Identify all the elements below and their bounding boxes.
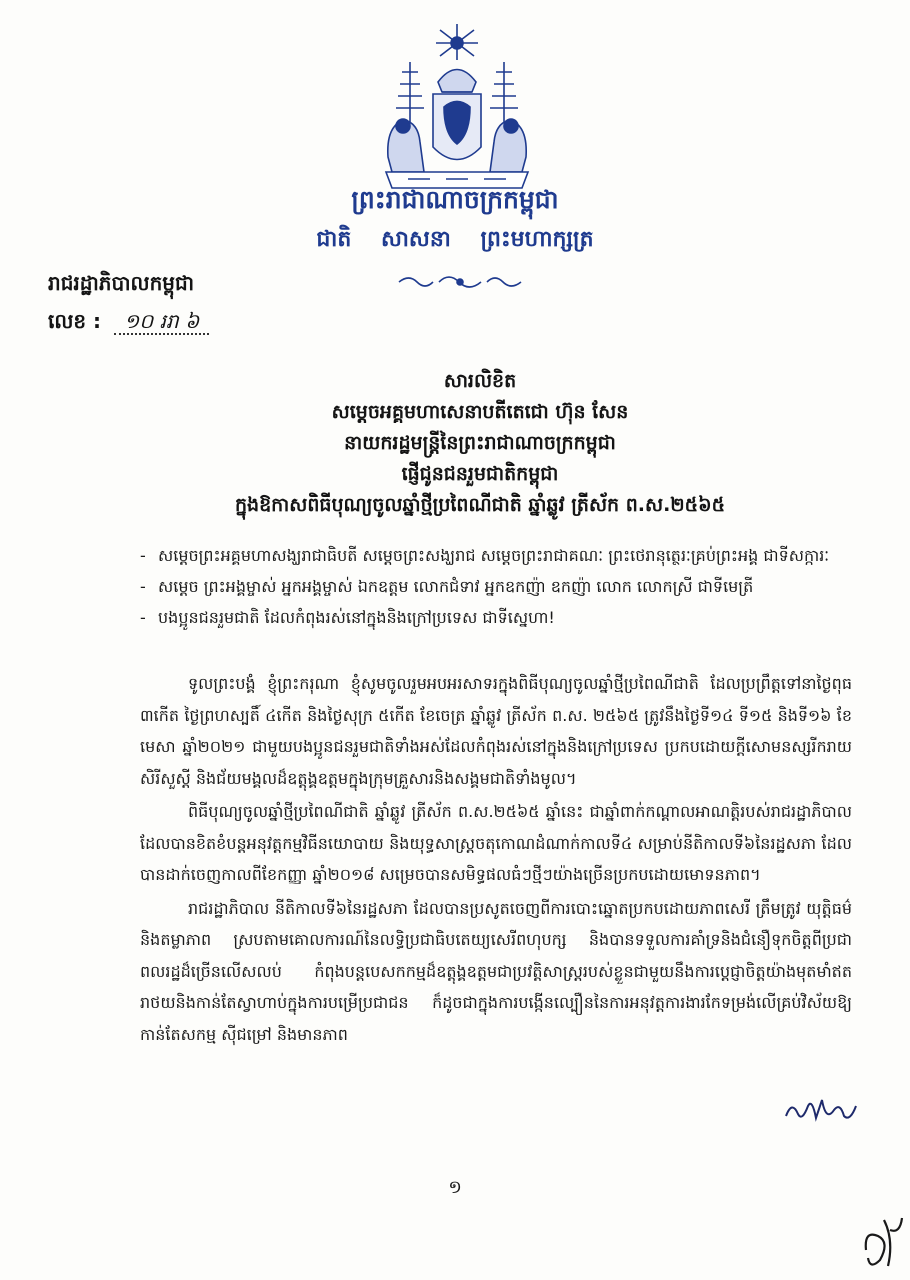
document-heading	[110, 366, 850, 521]
body-paragraph: រាជរដ្ឋាភិបាល នីតិកាលទី៦នៃរដ្ឋសភា ដែលបានប្រសូតចេញពីការបោះឆ្នោតប្រកបដោយភាពសេរី ត្រឹមត្រូវ យុត្តិធម៌ និងតម្លាភាព ស្របតាមគោលការណ៍នៃលទ្ធិប្រជាធិបតេយ្យសេរីពហុបក្ស និងបានទទួលការគាំទ្រនិងជំនឿទុកចិត្តពីប្រជាពលរដ្ឋដ៏ច្រើនលើសលប់ កំពុងបន្តបេសកកម្មដ៏ឧត្តុង្គឧត្តមជាប្រវត្តិសាស្ត្ររបស់ខ្លួនជាមួយនឹងការប្តេជ្ញាចិត្តយ៉ាងមុតមាំឥតរាថយនិងកាន់តែស្វាហាប់ក្នុងការបម្រើប្រជាជន ក៏ដូចជាក្នុងការបង្កើនល្បឿននៃការអនុវត្តការងារកែទម្រង់លើគ្រប់វិស័យឱ្យកាន់តែសកម្ម ស៊ីជម្រៅ និងមានភាព	[140, 898, 852, 1044]
initials-signature	[782, 1092, 860, 1128]
author-position: នាយករដ្ឋមន្ត្រីនៃព្រះរាជាណាចក្រកម្ពុជា	[344, 432, 616, 454]
reference-label: លេខ :	[48, 309, 102, 333]
author-title: សម្តេចអគ្គមហាសេនាបតីតេជោ ហ៊ុន សែន	[331, 401, 629, 423]
letter-body	[140, 668, 852, 1052]
salutation-item: - សម្តេច ព្រះអង្គម្ចាស់ អ្នកអង្គម្ចាស់ ឯកឧត្តម លោកជំទាវ អ្នកឧកញ៉ា ឧកញ៉ា លោក លោកស្រី ជាទីមេត្រី	[140, 571, 852, 602]
divider-ornament	[395, 270, 525, 292]
document-type: សារលិខិត	[443, 370, 517, 392]
salutation-list	[140, 540, 852, 633]
government-name: រាជរដ្ឋាភិបាលកម្ពុជា	[48, 271, 194, 295]
reference-number	[48, 308, 209, 338]
recipient-line: ផ្ញើជូនជនរួមជាតិកម្ពុជា	[401, 463, 559, 485]
kingdom-title: ព្រះរាជាណាចក្រកម្ពុជា	[351, 185, 559, 214]
royal-emblem	[378, 22, 536, 192]
national-motto: ជាតិ សាសនា ព្រះមហាក្សត្រ	[316, 227, 594, 252]
salutation-item: - បងប្អូនជនរួមជាតិ ដែលកំពុងរស់នៅក្នុងនិងក្រៅប្រទេស ជាទីស្នេហា!	[140, 602, 852, 633]
body-paragraph: ទូលព្រះបង្គំ ខ្ញុំព្រះករុណា ខ្ញុំសូមចូលរួមអបអរសាទរក្នុងពិធីបុណ្យចូលឆ្នាំថ្មីប្រពៃណីជាតិ ដែលប្រព្រឹត្តទៅនាថ្ងៃពុធ ៣កើត ថ្ងៃព្រហស្បតិ៍ ៤កើត និងថ្ងៃសុក្រ ៥កើត ខែចេត្រ ឆ្នាំឆ្លូវ ត្រីស័ក ព.ស. ២៥៦៥ ត្រូវនឹងថ្ងៃទី១៤ ទី១៥ និងទី១៦ ខែមេសា ឆ្នាំ២០២១ ជាមួយបងប្អូនជនរួមជាតិទាំងអស់ដែលកំពុងរស់នៅក្នុងនិងក្រៅប្រទេស ប្រកបដោយក្តីសោមនស្សរីករាយ សិរីសួស្តី និងជ័យមង្គលដ៏ឧត្តុង្គឧត្តមក្នុងក្រុមគ្រួសារនិងសង្គមជាតិទាំងមូល។	[140, 674, 852, 788]
page-number: ១	[448, 1177, 462, 1198]
occasion-line: ក្នុងឱកាសពិធីបុណ្យចូលឆ្នាំថ្មីប្រពៃណីជាតិ ឆ្នាំឆ្លូវ ត្រីស័ក ព.ស.២៥៦៥	[234, 494, 726, 516]
reference-value: ១០ ររា ៦	[114, 309, 209, 335]
margin-signature	[860, 1210, 906, 1272]
body-paragraph: ពិធីបុណ្យចូលឆ្នាំថ្មីប្រពៃណីជាតិ ឆ្នាំឆ្លូវ ត្រីស័ក ព.ស.២៥៦៥ ឆ្នាំនេះ ជាឆ្នាំពាក់កណ្តាលអាណត្តិរបស់រាជរដ្ឋាភិបាលដែលបានខិតខំបន្តអនុវត្តកម្មវិធីនយោបាយ និងយុទ្ធសាស្ត្រចតុកោណដំណាក់កាលទី៤ សម្រាប់នីតិកាលទី៦នៃរដ្ឋសភា ដែលបានដាក់ចេញកាលពីខែកញ្ញា ឆ្នាំ២០១៨ សម្រេចបានសមិទ្ធផលធំៗថ្មីៗយ៉ាងច្រើនប្រកបដោយមោទនភាព។	[140, 802, 852, 884]
salutation-item: - សម្តេចព្រះអគ្គមហាសង្ឃរាជាធិបតី សម្តេចព្រះសង្ឃរាជ សម្តេចព្រះរាជាគណៈ ព្រះថេរានុត្ថេរៈគ្រប់ព្រះអង្គ ជាទីសក្ការៈ	[140, 540, 852, 571]
